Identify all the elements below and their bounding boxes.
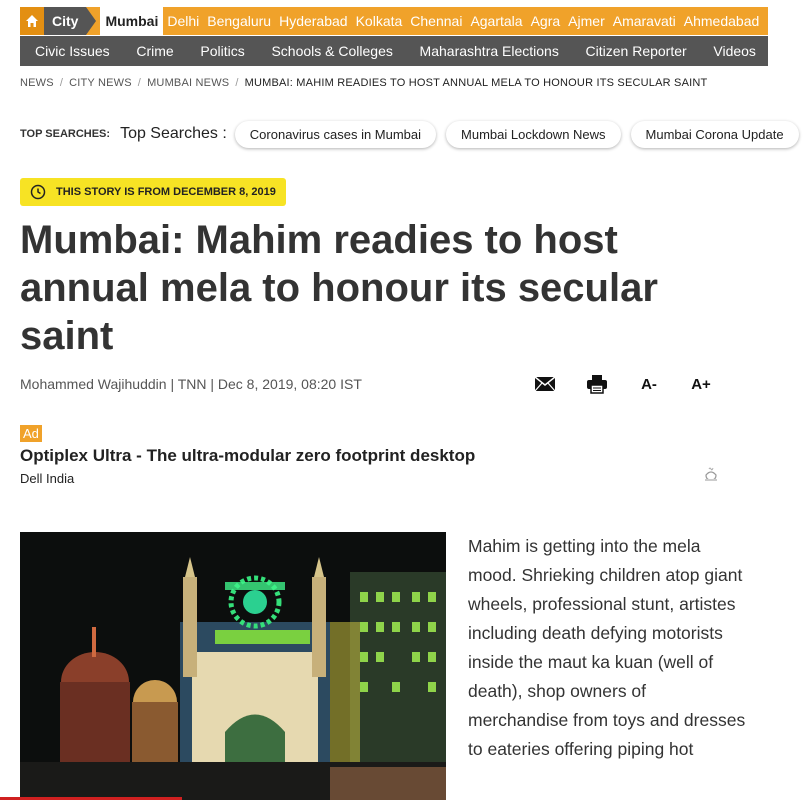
city-link-agartala[interactable]: Agartala xyxy=(470,13,523,29)
story-date-badge xyxy=(20,178,286,206)
ad-title[interactable]: Optiplex Ultra - The ultra-modular zero footprint desktop xyxy=(20,446,476,465)
section-link-videos[interactable]: Videos xyxy=(713,43,756,59)
city-link-mumbai[interactable]: Mumbai xyxy=(100,7,163,35)
article-body: Mahim is getting into the mela mood. Shrieking children atop giant wheels, professional stunt, artistes including death defying motorists inside the maut ka kuan (well of death), shop owners of merchandise from toys and dresses to eateries offering piping hot xyxy=(468,536,746,759)
article-byline: Mohammed Wajihuddin | TNN | Dec 8, 2019, 08:20 IST xyxy=(20,376,362,392)
city-list xyxy=(100,7,763,35)
city-label: City xyxy=(44,7,86,35)
section-link-crime[interactable]: Crime xyxy=(136,43,174,59)
top-search-pill[interactable]: Mumbai Corona Update xyxy=(631,121,799,148)
city-bar xyxy=(20,7,768,35)
home-icon[interactable] xyxy=(20,7,44,35)
print-icon[interactable] xyxy=(582,372,612,396)
city-link-bengaluru[interactable]: Bengaluru xyxy=(207,13,272,29)
breadcrumb-separator: / xyxy=(235,77,239,89)
ad-source[interactable]: Dell India xyxy=(20,471,75,486)
article-headline: Mumbai: Mahim readies to host annual mela to honour its secular saint xyxy=(20,218,658,358)
article-image[interactable] xyxy=(20,532,446,800)
section-link-civic-issues[interactable]: Civic Issues xyxy=(35,43,110,59)
city-link-kolkata[interactable]: Kolkata xyxy=(355,13,403,29)
breadcrumb-separator: / xyxy=(137,77,142,89)
breadcrumb-mumbai-news[interactable]: MUMBAI NEWS xyxy=(147,77,230,89)
top-searches-title: Top Searches : xyxy=(120,125,227,142)
reading-progress-bar xyxy=(0,797,182,800)
font-increase-button[interactable]: A+ xyxy=(691,375,711,393)
top-searches-label: TOP SEARCHES: xyxy=(20,128,111,140)
section-link-citizen-reporter[interactable]: Citizen Reporter xyxy=(585,43,687,59)
city-link-chennai[interactable]: Chennai xyxy=(410,13,463,29)
city-link-amaravati[interactable]: Amaravati xyxy=(612,13,676,29)
top-search-pill[interactable]: Mumbai Lockdown News xyxy=(446,121,621,148)
section-link-maharashtra-elections[interactable]: Maharashtra Elections xyxy=(419,43,559,59)
top-searches xyxy=(20,120,809,148)
breadcrumb-news[interactable]: NEWS xyxy=(20,77,54,89)
top-search-pill[interactable]: Coronavirus cases in Mumbai xyxy=(235,121,436,148)
story-date-text: THIS STORY IS FROM DECEMBER 8, 2019 xyxy=(56,186,276,198)
email-icon[interactable] xyxy=(530,372,560,396)
clock-icon xyxy=(30,184,46,200)
section-link-politics[interactable]: Politics xyxy=(200,43,245,59)
breadcrumb-separator: / xyxy=(59,77,64,89)
city-link-agra[interactable]: Agra xyxy=(530,13,561,29)
adchoices-icon[interactable] xyxy=(702,465,720,483)
section-nav xyxy=(20,36,768,66)
city-link-ajmer[interactable]: Ajmer xyxy=(568,13,605,29)
section-link-schools-colleges[interactable]: Schools & Colleges xyxy=(271,43,393,59)
article-tools xyxy=(530,372,738,396)
ad-tag: Ad xyxy=(20,425,42,442)
font-decrease-button[interactable]: A- xyxy=(641,375,657,393)
city-link-ahmedabad[interactable]: Ahmedabad xyxy=(683,13,760,29)
city-link-delhi[interactable]: Delhi xyxy=(167,13,200,29)
city-link-hyderabad[interactable]: Hyderabad xyxy=(279,13,348,29)
breadcrumb-city-news[interactable]: CITY NEWS xyxy=(69,77,132,89)
breadcrumb xyxy=(20,77,707,89)
breadcrumb-current: MUMBAI: MAHIM READIES TO HOST ANNUAL MELA TO HONOUR ITS SECULAR SAINT xyxy=(244,77,708,89)
